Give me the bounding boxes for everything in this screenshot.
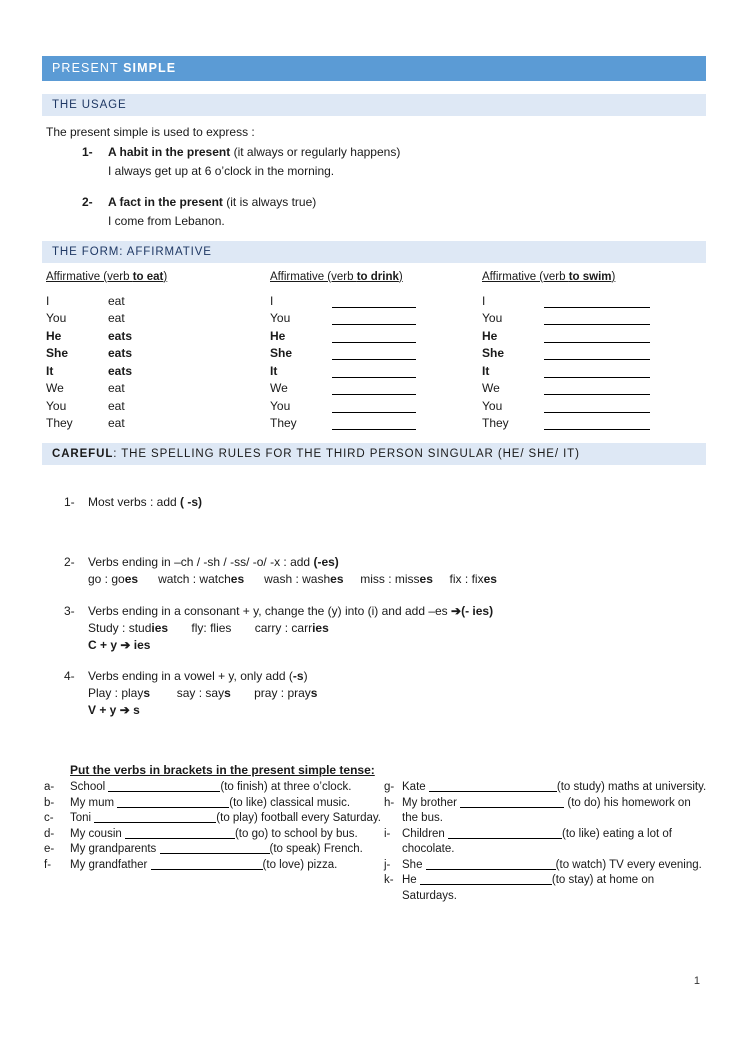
exercise-item — [384, 858, 709, 874]
answer-blank[interactable] — [544, 313, 650, 325]
rule-body — [64, 621, 706, 652]
item-label: g- — [384, 781, 395, 793]
rule-examples: Play : plays say : says pray : prays — [88, 686, 318, 700]
document-title-normal: PRESENT — [52, 61, 124, 75]
item-sentence — [402, 873, 709, 904]
answer-blank[interactable] — [544, 296, 650, 308]
usage-item-example: I come from Lebanon. — [108, 214, 225, 228]
item-before: She — [402, 858, 426, 871]
usage-item-text — [108, 195, 316, 209]
item-after: (to finish) at three o’clock. — [220, 781, 352, 793]
rule-text: Verbs ending in a consonant + y, change the (y) into (i) and add –es ➔(- ies) — [88, 604, 494, 618]
verb-form: eats — [108, 363, 133, 378]
usage-intro-text: The present simple is used to express : — [46, 125, 255, 139]
spelling-rule — [64, 555, 706, 586]
item-after: (to go) to school by bus. — [234, 827, 358, 840]
item-before: School — [70, 781, 109, 793]
pronoun: It — [46, 363, 54, 378]
spelling-rules-list — [42, 495, 706, 717]
pronoun: You — [482, 311, 503, 325]
item-label: k- — [384, 874, 394, 886]
pronoun: You — [46, 398, 67, 413]
conjugation-row — [258, 413, 470, 431]
exercise-item — [384, 873, 709, 904]
heading-verb: to eat — [132, 271, 164, 283]
heading-prefix: Affirmative (verb — [270, 271, 357, 283]
pronoun: We — [482, 381, 500, 395]
item-after: (to like) classical music. — [229, 796, 351, 809]
item-before: Kate — [402, 781, 429, 793]
item-after: (to speak) French. — [269, 843, 363, 855]
rule-text: Most verbs : add ( -s) — [88, 495, 203, 509]
rule-line — [64, 604, 706, 618]
conjugation-column-heading — [470, 271, 682, 283]
rule-number: 1- — [64, 495, 75, 509]
pronoun: He — [270, 328, 286, 343]
rule-body — [64, 572, 706, 586]
item-before: He — [402, 874, 420, 886]
usage-item-bold: A fact in the present — [108, 195, 223, 209]
conjugation-row — [470, 290, 682, 308]
rule-number: 4- — [64, 669, 75, 683]
rule-note: V + y ➔ s — [88, 703, 140, 717]
conjugation-row — [258, 325, 470, 343]
item-after: (to do) his homework on the bus. — [402, 796, 691, 824]
answer-blank[interactable] — [544, 418, 650, 430]
usage-item-bold: A habit in the present — [108, 145, 231, 159]
exercise-item — [44, 827, 384, 843]
usage-item-example: I always get up at 6 o’clock in the morning. — [108, 164, 335, 178]
item-after: (to watch) TV every evening. — [555, 858, 702, 871]
answer-blank[interactable] — [332, 401, 416, 413]
pronoun: I — [46, 293, 50, 308]
item-after: (to like) eating a lot of chocolate. — [402, 827, 672, 855]
answer-blank[interactable] — [332, 383, 416, 395]
item-after: (to love) pizza. — [262, 858, 338, 871]
answer-blank[interactable] — [117, 807, 229, 808]
heading-verb: to swim — [568, 271, 612, 283]
pronoun: She — [46, 346, 69, 360]
conjugation-row — [470, 343, 682, 361]
pronoun: I — [270, 293, 274, 308]
exercise-item — [44, 780, 384, 796]
item-before: Children — [402, 827, 449, 840]
exercise-item — [384, 827, 709, 858]
item-sentence — [70, 796, 384, 812]
answer-blank[interactable] — [332, 418, 416, 430]
item-label: a- — [44, 781, 55, 793]
item-label: c- — [44, 812, 54, 824]
answer-blank[interactable] — [544, 383, 650, 395]
rule-line — [64, 555, 706, 569]
item-sentence — [70, 811, 384, 827]
item-sentence — [402, 780, 709, 796]
conjugation-row — [46, 360, 258, 378]
answer-blank[interactable] — [332, 313, 416, 325]
rule-text: Verbs ending in –ch / -sh / -ss/ -o/ -x : add (-es) — [88, 555, 339, 569]
rule-text: Verbs ending in a vowel + y, only add (-s) — [88, 669, 308, 683]
item-before: My cousin — [70, 827, 125, 840]
verb-form: eat — [108, 293, 125, 308]
item-before: My grandfather — [70, 858, 151, 871]
section-header-usage: THE USAGE — [42, 94, 706, 116]
item-sentence — [70, 858, 384, 874]
rule-line — [64, 495, 706, 509]
item-label: e- — [44, 843, 55, 855]
exercise-item — [44, 796, 384, 812]
verb-form: eat — [108, 398, 125, 413]
conjugation-row — [46, 290, 258, 308]
conjugation-column-heading — [258, 271, 470, 283]
item-sentence — [70, 827, 384, 843]
exercise-section — [42, 763, 706, 904]
usage-item-text — [108, 145, 400, 159]
pronoun: You — [482, 398, 503, 413]
conjugation-row — [258, 378, 470, 396]
item-before: My grandparents — [70, 843, 160, 855]
usage-item-number: 1- — [82, 145, 93, 159]
answer-blank[interactable] — [332, 331, 416, 343]
spelling-rule — [64, 604, 706, 652]
answer-blank[interactable] — [332, 366, 416, 378]
rule-number: 3- — [64, 604, 75, 618]
rule-note: C + y ➔ ies — [88, 638, 151, 652]
verb-form: eats — [108, 328, 133, 343]
exercise-item — [384, 780, 709, 796]
conjugation-row — [470, 360, 682, 378]
answer-blank[interactable] — [160, 853, 270, 854]
exercise-item — [44, 842, 384, 858]
item-after: (to stay) at home on Saturdays. — [402, 874, 655, 902]
answer-blank[interactable] — [460, 807, 564, 808]
heading-prefix: Affirmative (verb — [46, 271, 133, 283]
answer-blank[interactable] — [544, 401, 650, 413]
rules-spacer — [64, 513, 706, 555]
conjugation-row — [470, 378, 682, 396]
pronoun: He — [482, 328, 498, 343]
rules-spacer — [64, 590, 706, 604]
section-header-form: THE FORM: AFFIRMATIVE — [42, 241, 706, 263]
usage-list — [42, 145, 706, 228]
item-label: b- — [44, 796, 55, 809]
careful-label: CAREFUL — [52, 448, 114, 460]
answer-blank[interactable] — [544, 331, 650, 343]
conjugation-row — [46, 325, 258, 343]
item-label: d- — [44, 827, 55, 840]
heading-suffix: ) — [611, 271, 616, 283]
conjugation-row — [46, 413, 258, 431]
conjugation-column-heading — [46, 271, 258, 283]
verb-form: eats — [108, 346, 133, 360]
conjugation-row — [470, 325, 682, 343]
exercise-item — [44, 811, 384, 827]
pronoun: They — [482, 416, 509, 430]
conjugation-row — [258, 360, 470, 378]
conjugation-row — [258, 290, 470, 308]
conjugation-row — [46, 395, 258, 413]
conjugation-row — [46, 343, 258, 361]
rule-examples: Study : studies fly: flies carry : carries — [88, 621, 329, 635]
answer-blank[interactable] — [429, 791, 557, 792]
rule-line — [64, 669, 706, 683]
usage-item-rest: (it is always true) — [222, 195, 317, 209]
answer-blank[interactable] — [332, 296, 416, 308]
pronoun: You — [270, 398, 291, 413]
exercise-title: Put the verbs in brackets in the present simple tense: — [70, 763, 375, 777]
section-header-careful — [42, 443, 706, 465]
exercise-columns — [42, 780, 706, 904]
item-after: (to play) football every Saturday. — [216, 812, 381, 824]
usage-item-number: 2- — [82, 195, 93, 209]
careful-rest: : THE SPELLING RULES FOR THE THIRD PERSON SINGULAR (HE/ SHE/ IT) — [113, 448, 580, 460]
conjugation-row — [470, 413, 682, 431]
heading-suffix: ) — [398, 271, 403, 283]
item-before: Toni — [70, 812, 95, 824]
pronoun: It — [482, 363, 490, 378]
pronoun: I — [482, 293, 486, 308]
conjugation-row — [258, 343, 470, 361]
page-number: 1 — [693, 975, 700, 987]
conjugation-row — [470, 395, 682, 413]
spelling-rule — [64, 669, 706, 717]
item-label: h- — [384, 796, 395, 809]
verb-form: eat — [108, 311, 125, 325]
item-sentence — [402, 796, 709, 827]
conjugation-row — [46, 308, 258, 326]
answer-blank[interactable] — [544, 366, 650, 378]
usage-spacer — [42, 178, 706, 192]
exercise-column-right — [384, 780, 709, 904]
exercise-item — [44, 858, 384, 874]
usage-item — [42, 195, 706, 209]
item-label: i- — [384, 827, 391, 840]
answer-blank[interactable] — [420, 884, 552, 885]
item-sentence — [70, 780, 384, 796]
pronoun: She — [270, 346, 293, 360]
pronoun: She — [482, 346, 505, 360]
verb-form: eat — [108, 416, 125, 430]
item-label: f- — [44, 858, 52, 871]
conjugation-column-drink — [258, 271, 470, 430]
item-sentence — [70, 842, 384, 858]
conjugation-row — [470, 308, 682, 326]
usage-item — [42, 145, 706, 159]
spelling-rule — [64, 495, 706, 509]
pronoun: You — [46, 311, 67, 325]
exercise-column-left — [42, 780, 384, 904]
conjugation-column-swim — [470, 271, 682, 430]
usage-item-rest: (it always or regularly happens) — [230, 145, 401, 159]
pronoun: They — [270, 416, 297, 430]
answer-blank[interactable] — [94, 822, 216, 823]
conjugation-row — [258, 308, 470, 326]
heading-suffix: ) — [163, 271, 168, 283]
answer-blank[interactable] — [108, 791, 220, 792]
document-title-bar — [42, 56, 706, 81]
item-after: (to study) maths at university. — [556, 781, 707, 793]
rule-examples: go : goes watch : watches wash : washes miss : misses fix : fixes — [88, 572, 497, 586]
answer-blank[interactable] — [448, 838, 562, 839]
item-label: j- — [384, 858, 391, 871]
pronoun: They — [46, 416, 73, 430]
conjugation-column-eat — [46, 271, 258, 430]
pronoun: We — [46, 381, 64, 395]
exercise-item — [384, 796, 709, 827]
conjugation-table — [42, 271, 706, 430]
heading-verb: to drink — [356, 271, 399, 283]
pronoun: He — [46, 328, 62, 343]
item-sentence — [402, 827, 709, 858]
answer-blank[interactable] — [125, 838, 235, 839]
answer-blank[interactable] — [426, 869, 556, 870]
conjugation-row — [46, 378, 258, 396]
rule-number: 2- — [64, 555, 75, 569]
document-title-bold: SIMPLE — [123, 61, 177, 75]
rule-body — [64, 686, 706, 717]
verb-form: eat — [108, 381, 125, 395]
pronoun: It — [270, 363, 278, 378]
item-before: My mum — [70, 796, 118, 809]
item-before: My brother — [402, 796, 461, 809]
item-sentence — [402, 858, 709, 874]
answer-blank[interactable] — [151, 869, 263, 870]
pronoun: You — [270, 311, 291, 325]
conjugation-row — [258, 395, 470, 413]
heading-prefix: Affirmative (verb — [482, 271, 569, 283]
rules-spacer — [64, 656, 706, 669]
pronoun: We — [270, 381, 288, 395]
answer-blank[interactable] — [544, 348, 650, 360]
answer-blank[interactable] — [332, 348, 416, 360]
